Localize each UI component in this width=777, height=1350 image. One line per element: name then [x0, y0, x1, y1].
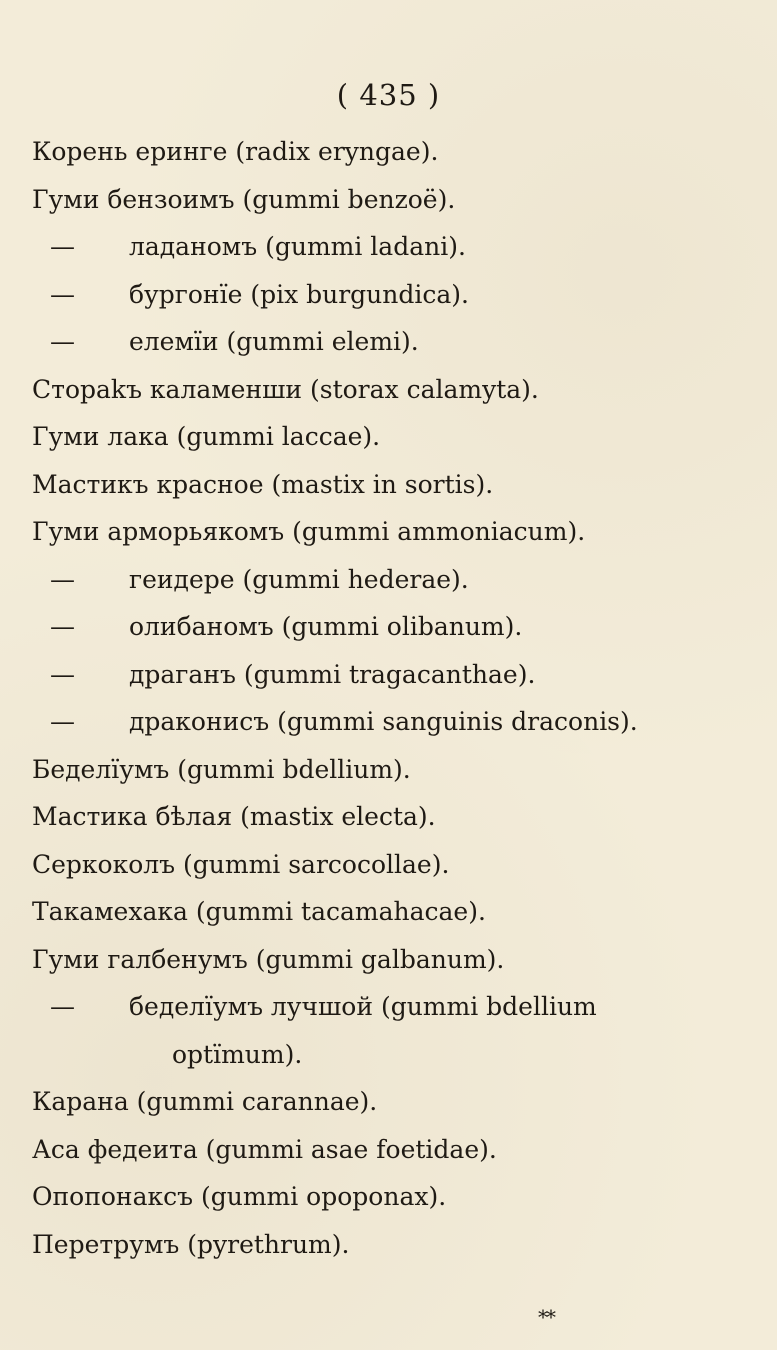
entry-text: Перетрумъ (pyrethrum).	[32, 1229, 350, 1259]
list-item	[32, 992, 752, 1087]
entry-text: Гуми арморьякомъ (gummi ammoniacum).	[32, 517, 586, 546]
entry-text: елемїи (gummi elemi).	[129, 327, 419, 356]
entry-text: Гуми бензоимъ (gummi benzoë).	[32, 184, 456, 214]
ditto-dash: —	[50, 327, 75, 356]
list-item	[32, 137, 752, 185]
ditto-dash: —	[50, 612, 75, 641]
entry-text: олибаномъ (gummi olibanum).	[129, 612, 523, 641]
list-item	[32, 327, 752, 375]
list-item	[32, 660, 752, 708]
list-item	[32, 1182, 752, 1230]
entry-text: Мастикъ красное (mastix in sortis).	[32, 469, 494, 499]
list-item	[32, 897, 752, 945]
entry-text: Беделїумъ (gummi bdellium).	[32, 754, 411, 784]
list-item	[32, 470, 752, 518]
page-number: ( 435 )	[336, 78, 441, 112]
entry-text: ладаномъ (gummi ladani).	[129, 232, 466, 261]
entry-text: Такамехака (gummi tacamahacae).	[32, 897, 486, 926]
entry-text: Мастика бѣлая (mastix electa).	[32, 802, 436, 831]
ditto-dash: —	[50, 564, 75, 594]
entry-text: беделїумъ лучшой (gummi bdellium	[129, 992, 597, 1021]
ditto-dash: —	[50, 992, 75, 1021]
entry-continuation: optïmum).	[172, 1039, 303, 1069]
entry-text: Стораkъ каламенши (storax calamyta).	[32, 374, 539, 404]
ditto-dash: —	[50, 707, 75, 736]
list-item	[32, 185, 752, 233]
list-item	[32, 1230, 752, 1278]
entry-text: Гуми лака (gummi laccae).	[32, 422, 381, 451]
entry-text: Карана (gummi carannae).	[32, 1087, 378, 1116]
ditto-dash: —	[50, 232, 75, 261]
list-item	[32, 1135, 752, 1183]
list-item	[32, 802, 752, 850]
list-item	[32, 565, 752, 613]
list-item	[32, 422, 752, 470]
ditto-dash: —	[50, 659, 75, 689]
list-item	[32, 850, 752, 898]
signature-mark: **	[538, 1305, 554, 1329]
ditto-dash: —	[50, 279, 75, 309]
list-item	[32, 1087, 752, 1135]
list-item	[32, 755, 752, 803]
entry-text: Опопонаксъ (gummi opoponax).	[32, 1182, 447, 1211]
list-item	[32, 280, 752, 328]
list-item	[32, 232, 752, 280]
entry-text: Аса федеита (gummi asae foetidae).	[32, 1134, 497, 1164]
entry-text: драганъ (gummi tragacanthae).	[129, 659, 536, 689]
entry-text: Серкоколъ (gummi sarcocollae).	[32, 849, 450, 879]
list-item	[32, 612, 752, 660]
entry-text: Гуми галбенумъ (gummi galbanum).	[32, 944, 505, 974]
list-item	[32, 517, 752, 565]
list-item	[32, 707, 752, 755]
entry-text: бургонїе (pix burgundica).	[129, 279, 469, 309]
entry-text: геидере (gummi hederae).	[129, 564, 469, 594]
entry-list	[32, 137, 752, 1277]
entry-text: Корень еринге (radix eryngae).	[32, 137, 439, 166]
list-item	[32, 945, 752, 993]
list-item	[32, 375, 752, 423]
entry-text: драконисъ (gummi sanguinis draconis).	[129, 707, 638, 736]
